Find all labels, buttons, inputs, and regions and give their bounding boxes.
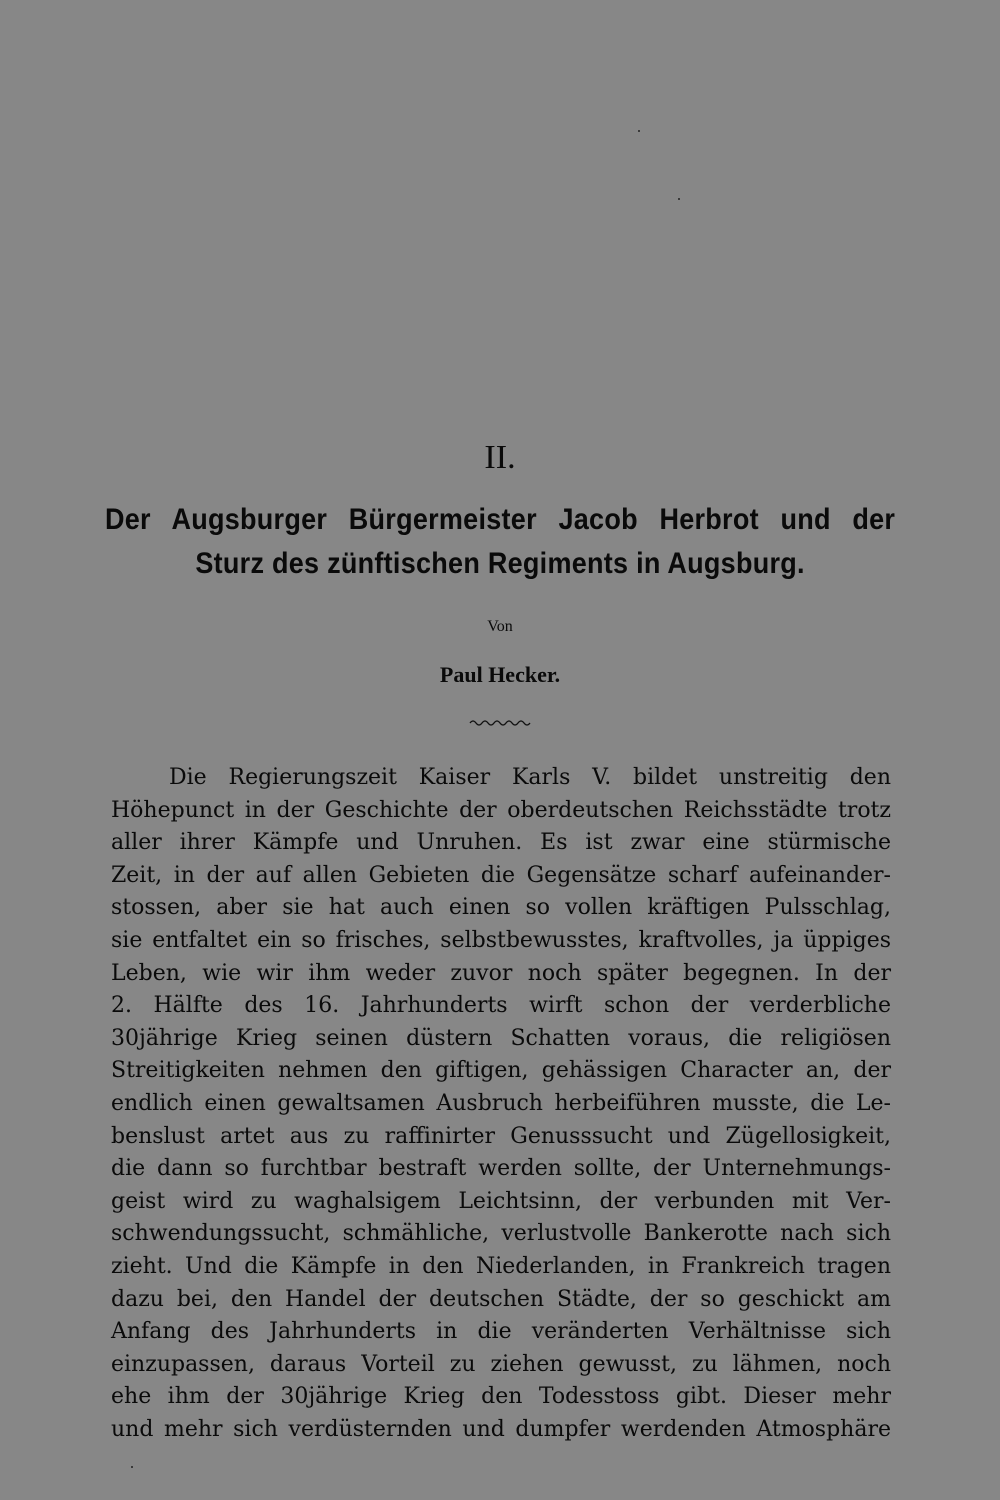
wavy-rule-ornament	[468, 716, 534, 730]
body-line: 30jährige Krieg seinen düstern Schatten voraus, die religiösen	[111, 1025, 891, 1051]
body-line: Anfang des Jahrhunderts in die veränderten Verhältnisse sich	[111, 1319, 891, 1345]
body-line: Leben, wie wir ihm weder zuvor noch später begegnen. In der	[111, 960, 891, 986]
scan-speck	[678, 198, 680, 200]
body-line: aller ihrer Kämpfe und Unruhen. Es ist zwar eine stürmische	[111, 830, 891, 856]
section-numeral: II.	[484, 439, 516, 476]
body-line: dazu bei, den Handel der deutschen Städte, der so geschickt am	[111, 1286, 891, 1312]
body-line: Die Regierungszeit Kaiser Karls V. bildet unstreitig den	[169, 765, 891, 790]
byline-von: Von	[487, 618, 513, 635]
body-line: Streitigkeiten nehmen den giftigen, gehässigen Character an, der	[111, 1058, 891, 1084]
body-line: geist wird zu waghalsigem Leichtsinn, der verbunden mit Ver-	[111, 1188, 891, 1214]
body-line: 2. Hälfte des 16. Jahrhunderts wirft schon der verderbliche	[111, 993, 891, 1019]
article-title-line-1: Der Augsburger Bürgermeister Jacob Herbrot und der	[105, 503, 896, 536]
author-name: Paul Hecker.	[439, 662, 561, 687]
body-line: ehe ihm der 30jährige Krieg den Todesstoss gibt. Dieser mehr	[111, 1384, 891, 1410]
body-paragraph	[111, 762, 891, 1446]
body-line: endlich einen gewaltsamen Ausbruch herbeiführen musste, die Le-	[111, 1090, 891, 1116]
body-line: und mehr sich verdüsternden und dumpfer werdenden Atmosphäre	[111, 1416, 891, 1442]
article-title	[105, 498, 896, 586]
body-line: zieht. Und die Kämpfe in den Niederlanden, in Frankreich tragen	[111, 1253, 891, 1279]
body-line: stossen, aber sie hat auch einen so vollen kräftigen Pulsschlag,	[111, 895, 891, 921]
body-line: Zeit, in der auf allen Gebieten die Gegensätze scharf aufeinander-	[111, 862, 891, 888]
body-line: benslust artet aus zu raffinirter Genusssucht und Zügellosigkeit,	[111, 1123, 891, 1149]
body-line: schwendungssucht, schmähliche, verlustvolle Bankerotte nach sich	[111, 1221, 891, 1247]
scan-speck	[131, 1466, 133, 1468]
body-line: Höhepunct in der Geschichte der oberdeutschen Reichsstädte trotz	[111, 797, 891, 823]
article-title-line-2: Sturz des zünftischen Regiments in Augsburg.	[195, 547, 805, 580]
body-line: sie entfaltet ein so frisches, selbstbewusstes, kraftvolles, ja üppiges	[111, 927, 891, 953]
body-line: einzupassen, daraus Vorteil zu ziehen gewusst, zu lähmen, noch	[111, 1351, 891, 1377]
scan-speck	[638, 130, 640, 132]
body-line: die dann so furchtbar bestraft werden sollte, der Unternehmungs-	[111, 1156, 891, 1182]
